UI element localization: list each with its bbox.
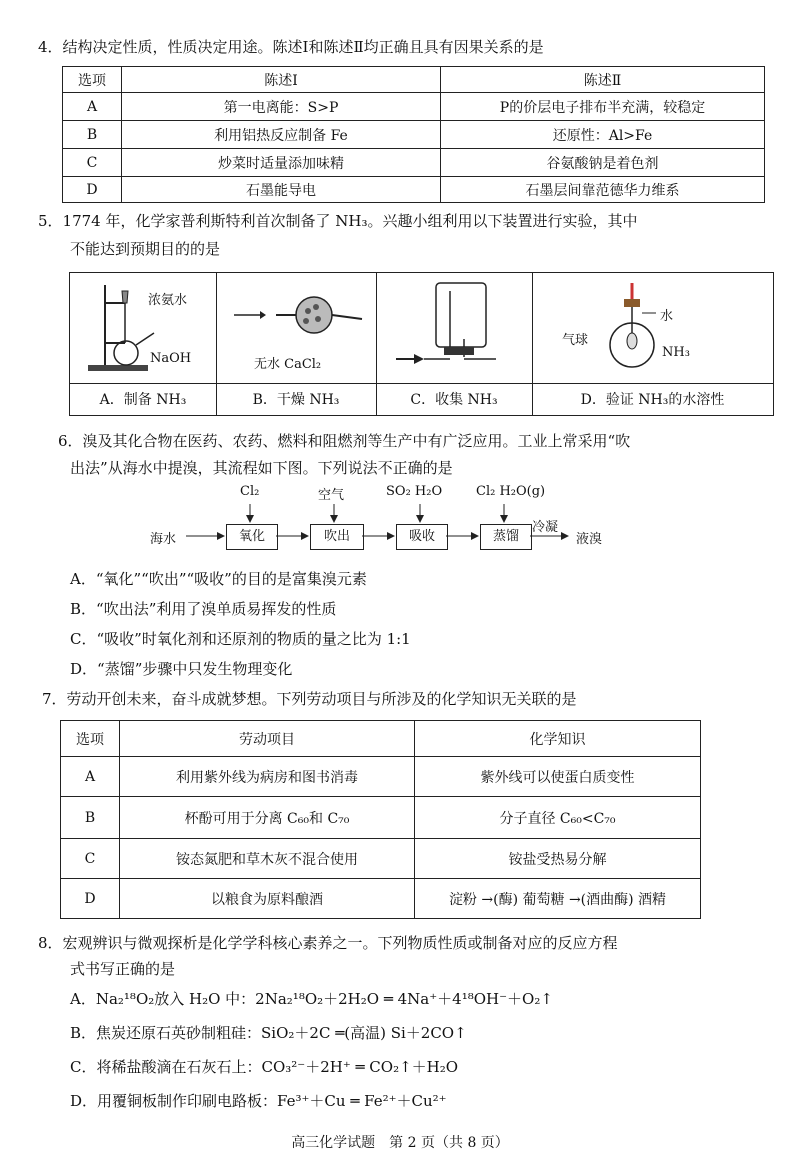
flow-step-absorb: 吸收 xyxy=(396,524,448,550)
fig-a-panel xyxy=(70,273,217,415)
q4-header: 选项 xyxy=(63,67,122,93)
flow-reagent: SO₂ H₂O xyxy=(386,484,443,499)
q5-stem-line1: 5．1774 年，化学家普利斯特利首次制备了 NH₃。兴趣小组利用以下装置进行实验，其中 xyxy=(38,212,638,230)
fig-a-label-reagent: 浓氨水 xyxy=(148,293,188,308)
table-row xyxy=(63,149,765,177)
q7-cell: 铵盐受热易分解 xyxy=(415,839,701,879)
fig-c-panel xyxy=(376,273,533,415)
q7-cell: 铵态氮肥和草木灰不混合使用 xyxy=(120,839,415,879)
fig-d-panel xyxy=(532,273,773,415)
q7-stem: 7．劳动开创未来，奋斗成就梦想。下列劳动项目与所涉及的化学知识无关联的是 xyxy=(42,690,577,708)
q7-cell: D xyxy=(61,879,120,919)
ammonia-generator-icon xyxy=(70,273,216,383)
q8-option-a: A．Na₂¹⁸O₂放入 H₂O 中：2Na₂¹⁸O₂＋2H₂O ═ 4Na⁺＋4¹⁸OH⁻＋O₂↑ xyxy=(70,990,553,1008)
fig-d-caption: D．验证 NH₃的水溶性 xyxy=(580,392,725,408)
fig-b-label-desiccant: 无水 CaCl₂ xyxy=(254,357,322,372)
q7-header: 劳动项目 xyxy=(120,721,415,757)
q8-stem-line2: 式书写正确的是 xyxy=(70,960,176,978)
table-row xyxy=(61,839,701,879)
q7-header: 化学知识 xyxy=(415,721,701,757)
q8-option-c: C．将稀盐酸滴在石灰石上：CO₃²⁻＋2H⁺ ═ CO₂↑＋H₂O xyxy=(70,1058,459,1076)
q4-cell: 谷氨酸钠是着色剂 xyxy=(441,149,765,177)
q6-option-d: D．“蒸馏”步骤中只发生物理变化 xyxy=(70,660,293,678)
q6-stem-line1: 6．溴及其化合物在医药、农药、燃料和阻燃剂等生产中有广泛应用。工业上常采用“吹 xyxy=(58,432,631,450)
flow-arrow-label: 冷凝 xyxy=(532,520,559,535)
flow-reagent: Cl₂ H₂O(g) xyxy=(476,484,546,499)
q4-table xyxy=(62,66,765,203)
q7-cell: 淀粉 →(酶) 葡萄糖 →(酒曲酶) 酒精 xyxy=(415,879,701,919)
flow-step-distill: 蒸馏 xyxy=(480,524,532,550)
q4-stem: 4．结构决定性质，性质决定用途。陈述Ⅰ和陈述Ⅱ均正确且具有因果关系的是 xyxy=(38,38,544,56)
page-footer: 高三化学试题 第 2 页（共 8 页） xyxy=(291,1135,509,1151)
q8-option-b: B．焦炭还原石英砂制粗硅：SiO₂＋2C ═(高温) Si＋2CO↑ xyxy=(70,1024,467,1042)
fountain-flask-icon xyxy=(532,273,773,383)
flow-step-blow: 吹出 xyxy=(310,524,364,550)
table-row xyxy=(61,757,701,797)
q7-cell: B xyxy=(61,797,120,839)
q7-cell: 以粮食为原料酿酒 xyxy=(120,879,415,919)
q7-cell: A xyxy=(61,757,120,797)
fig-a-label-base: NaOH xyxy=(150,351,192,366)
table-row xyxy=(63,93,765,121)
q6-option-c: C．“吸收”时氧化剂和还原剂的物质的量之比为 1:1 xyxy=(70,630,411,648)
table-row xyxy=(61,879,701,919)
fig-a-caption: A．制备 NH₃ xyxy=(99,392,187,408)
fig-d-label-gas: NH₃ xyxy=(662,345,690,360)
q4-cell: P的价层电子排布半充满，较稳定 xyxy=(441,93,765,121)
flow-reagent: 空气 xyxy=(318,488,345,503)
q4-cell: D xyxy=(63,177,122,203)
bromine-flowchart xyxy=(150,480,630,560)
flow-reagent: Cl₂ xyxy=(240,484,260,499)
q6-option-b: B．“吹出法”利用了溴单质易挥发的性质 xyxy=(70,600,337,618)
fig-b-caption: B．干燥 NH₃ xyxy=(252,392,340,408)
q4-cell: B xyxy=(63,121,122,149)
q7-table xyxy=(60,720,701,919)
flow-step-oxidize: 氧化 xyxy=(226,524,278,550)
fig-d-label-balloon: 气球 xyxy=(562,333,589,348)
q4-cell: A xyxy=(63,93,122,121)
fig-c-caption: C．收集 NH₃ xyxy=(410,392,498,408)
q4-cell: 第一电离能：S>P xyxy=(122,93,441,121)
q4-cell: 炒菜时适量添加味精 xyxy=(122,149,441,177)
q7-cell: C xyxy=(61,839,120,879)
q8-option-d: D．用覆铜板制作印刷电路板：Fe³⁺＋Cu ═ Fe²⁺＋Cu²⁺ xyxy=(70,1092,447,1110)
q4-cell: 石墨能导电 xyxy=(122,177,441,203)
table-row xyxy=(63,121,765,149)
q5-stem-line2: 不能达到预期目的的是 xyxy=(70,240,221,258)
q6-stem-line2: 出法”从海水中提溴，其流程如下图。下列说法不正确的是 xyxy=(70,459,453,477)
q5-apparatus-figure xyxy=(69,272,774,416)
q7-cell: 分子直径 C₆₀<C₇₀ xyxy=(415,797,701,839)
q4-cell: 石墨层间靠范德华力维系 xyxy=(441,177,765,203)
table-row xyxy=(61,797,701,839)
q4-header: 陈述Ⅰ xyxy=(122,67,441,93)
q4-header: 陈述Ⅱ xyxy=(441,67,765,93)
q7-cell: 杯酚可用于分离 C₆₀和 C₇₀ xyxy=(120,797,415,839)
flow-start: 海水 xyxy=(150,532,177,547)
fig-d-label-water: 水 xyxy=(660,309,674,324)
flow-end: 液溴 xyxy=(576,532,603,547)
q4-cell: 利用铝热反应制备 Fe xyxy=(122,121,441,149)
gas-collection-bottle-icon xyxy=(376,273,532,383)
q4-cell: C xyxy=(63,149,122,177)
table-row xyxy=(63,177,765,203)
q6-option-a: A．“氧化”“吹出”“吸收”的目的是富集溴元素 xyxy=(70,570,367,588)
fig-b-panel xyxy=(216,273,377,415)
q7-cell: 紫外线可以使蛋白质变性 xyxy=(415,757,701,797)
q4-cell: 还原性：Al>Fe xyxy=(441,121,765,149)
q7-header: 选项 xyxy=(61,721,120,757)
q8-stem-line1: 8．宏观辨识与微观探析是化学学科核心素养之一。下列物质性质或制备对应的反应方程 xyxy=(38,934,618,952)
q7-cell: 利用紫外线为病房和图书消毒 xyxy=(120,757,415,797)
